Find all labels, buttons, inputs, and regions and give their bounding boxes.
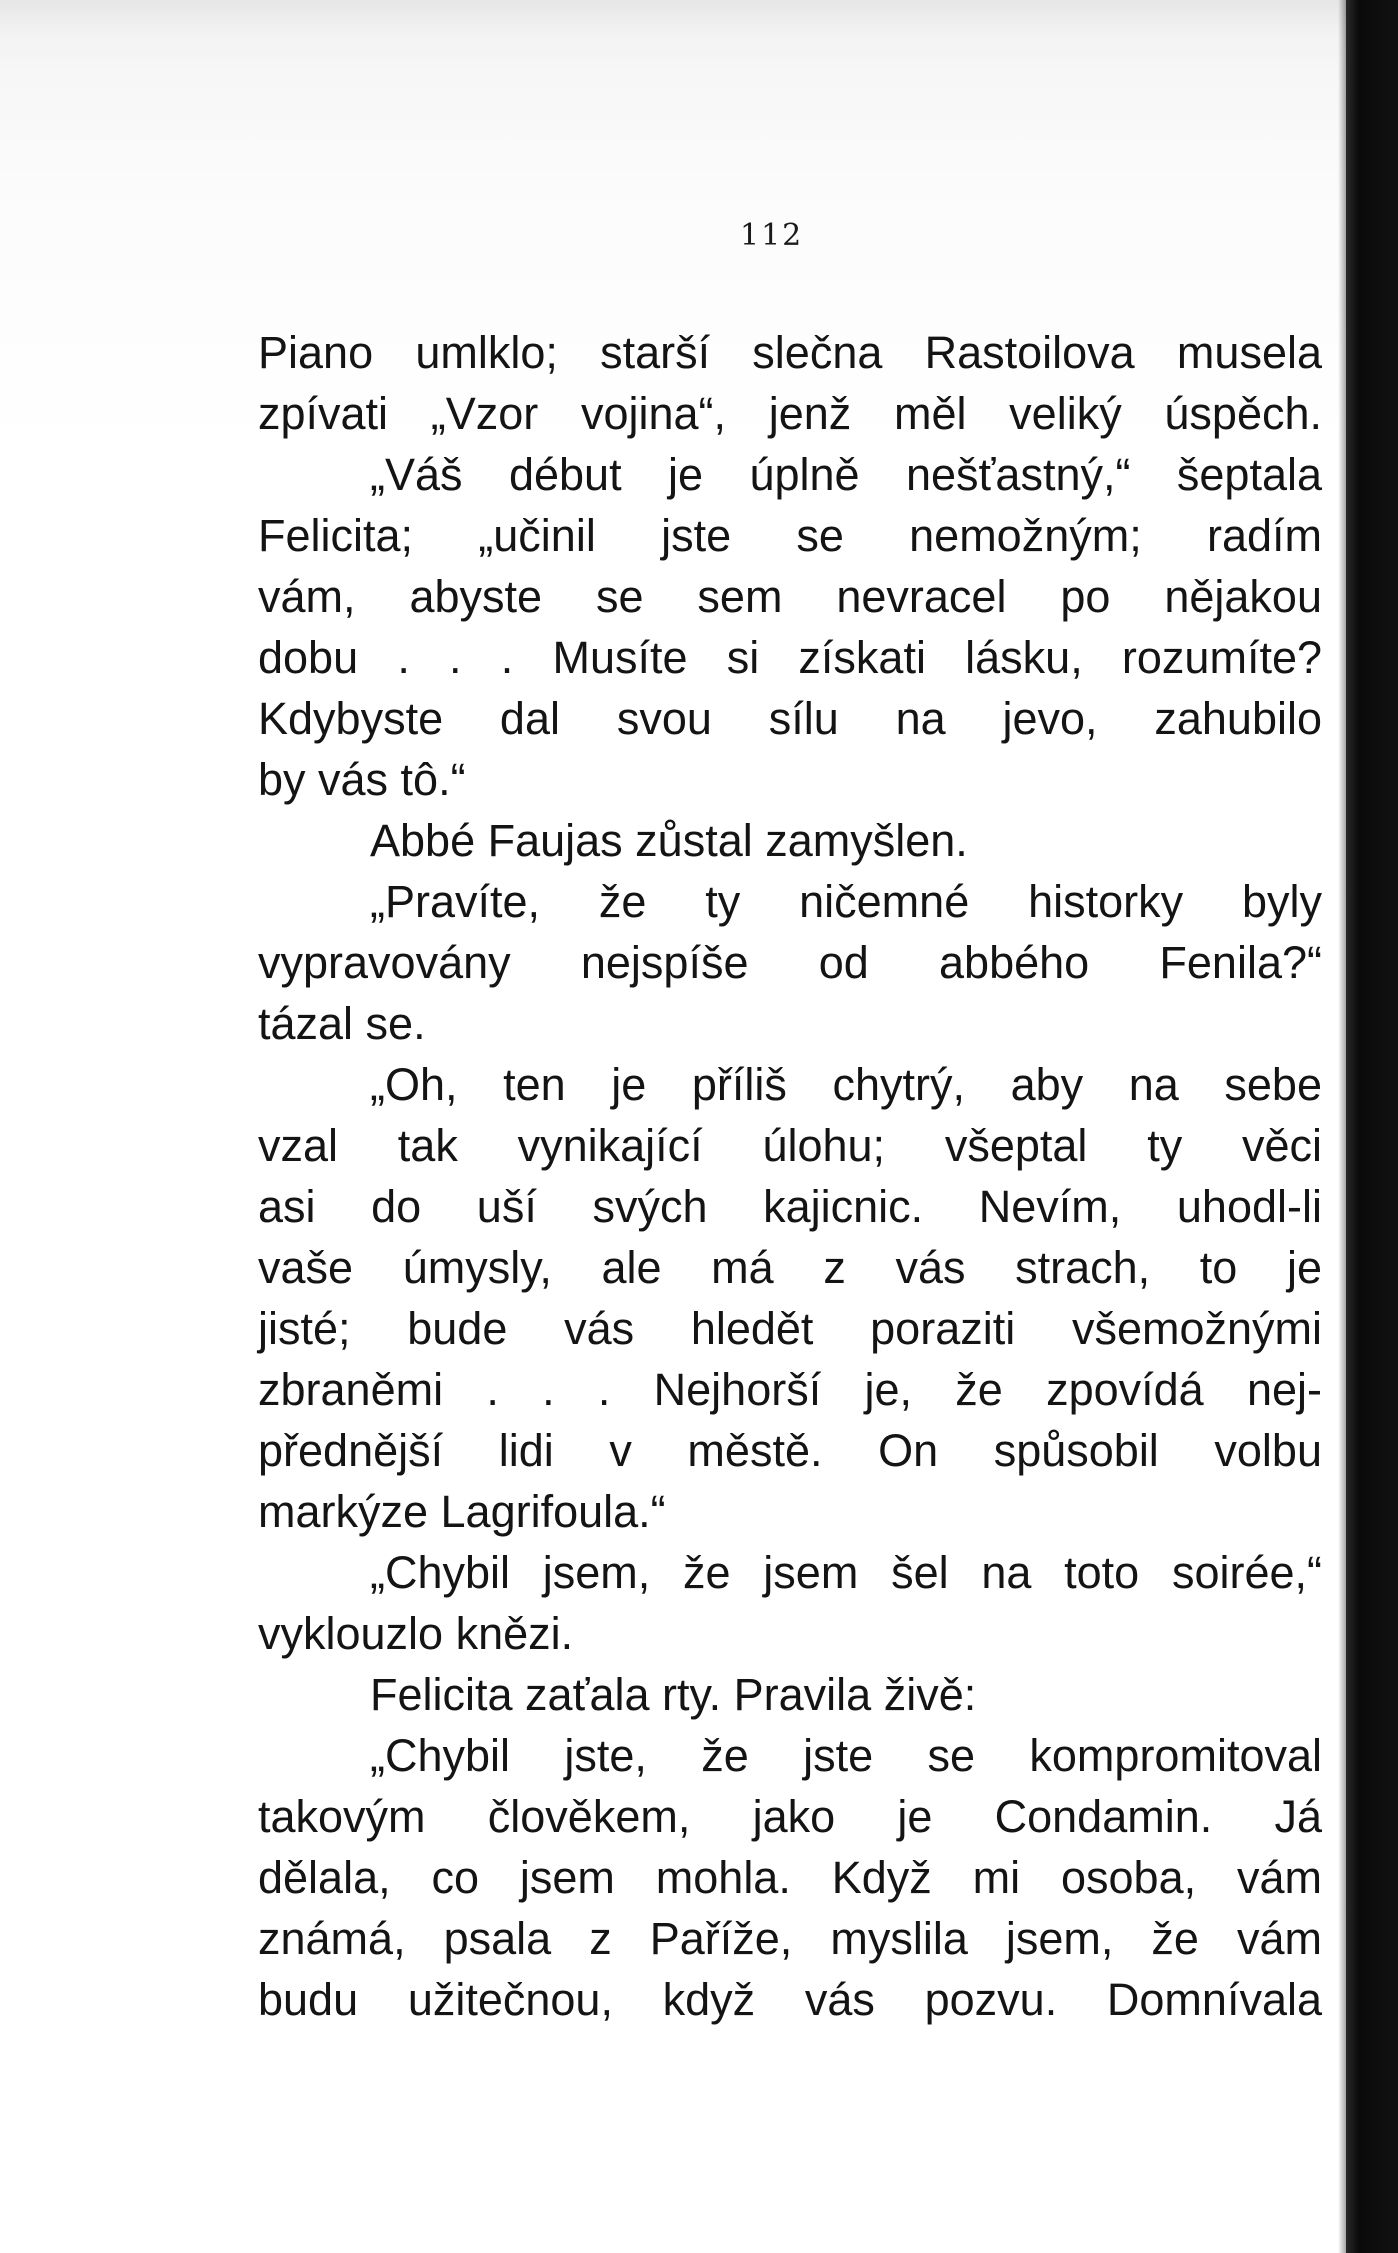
text-line: Kdybyste dal svou sílu na jevo, zahubilo bbox=[258, 693, 1322, 744]
text-line: zbraněmi . . . Nejhorší je, že zpovídá nej- bbox=[258, 1364, 1322, 1415]
text-line: budu užitečnou, když vás pozvu. Domnívala bbox=[258, 1974, 1322, 2025]
text-line: „Chybil jsem, že jsem šel na toto soirée,“ bbox=[370, 1547, 1322, 1598]
body-text bbox=[258, 322, 1322, 2030]
text-line: přednější lidi v městě. On spůsobil volbu bbox=[258, 1425, 1322, 1476]
text-line: Abbé Faujas zůstal zamyšlen. bbox=[370, 815, 968, 866]
book-binding-shadow bbox=[1346, 0, 1398, 2253]
text-line: Felicita; „učinil jste se nemožným; radím bbox=[258, 510, 1322, 561]
text-line: vyklouzlo knězi. bbox=[258, 1608, 574, 1659]
text-line: „Oh, ten je příliš chytrý, aby na sebe bbox=[370, 1059, 1322, 1110]
text-line: markýze Lagrifoula.“ bbox=[258, 1486, 666, 1537]
text-line: by vás tô.“ bbox=[258, 754, 466, 805]
text-line: vypravovány nejspíše od abbého Fenila?“ bbox=[258, 937, 1322, 988]
text-line: známá, psala z Paříže, myslila jsem, že vám bbox=[258, 1913, 1322, 1964]
text-line: Piano umlklo; starší slečna Rastoilova musela bbox=[258, 327, 1322, 378]
text-line: zpívati „Vzor vojina“, jenž měl veliký úspěch. bbox=[258, 388, 1322, 439]
text-line: „Váš début je úplně nešťastný,“ šeptala bbox=[370, 449, 1322, 500]
text-line: „Pravíte, že ty ničemné historky byly bbox=[370, 876, 1322, 927]
text-line: vaše úmysly, ale má z vás strach, to je bbox=[258, 1242, 1322, 1293]
page-top-edge bbox=[0, 0, 1346, 70]
text-line: takovým člověkem, jako je Condamin. Já bbox=[258, 1791, 1322, 1842]
text-line: vám, abyste se sem nevracel po nějakou bbox=[258, 571, 1322, 622]
text-line: vzal tak vynikající úlohu; všeptal ty věci bbox=[258, 1120, 1322, 1171]
text-line: tázal se. bbox=[258, 998, 426, 1049]
text-line: „Chybil jste, že jste se kompromitoval bbox=[370, 1730, 1322, 1781]
text-line: dobu . . . Musíte si získati lásku, rozumíte? bbox=[258, 632, 1322, 683]
page-number: 112 bbox=[740, 218, 804, 253]
text-line: asi do uší svých kajicnic. Nevím, uhodl-li bbox=[258, 1181, 1322, 1232]
text-line: dělala, co jsem mohla. Když mi osoba, vám bbox=[258, 1852, 1322, 1903]
binding-shadow-gradient bbox=[1338, 0, 1346, 2253]
text-line: jisté; bude vás hledět poraziti všemožnými bbox=[258, 1303, 1322, 1354]
text-line: Felicita zaťala rty. Pravila živě: bbox=[370, 1669, 977, 1720]
